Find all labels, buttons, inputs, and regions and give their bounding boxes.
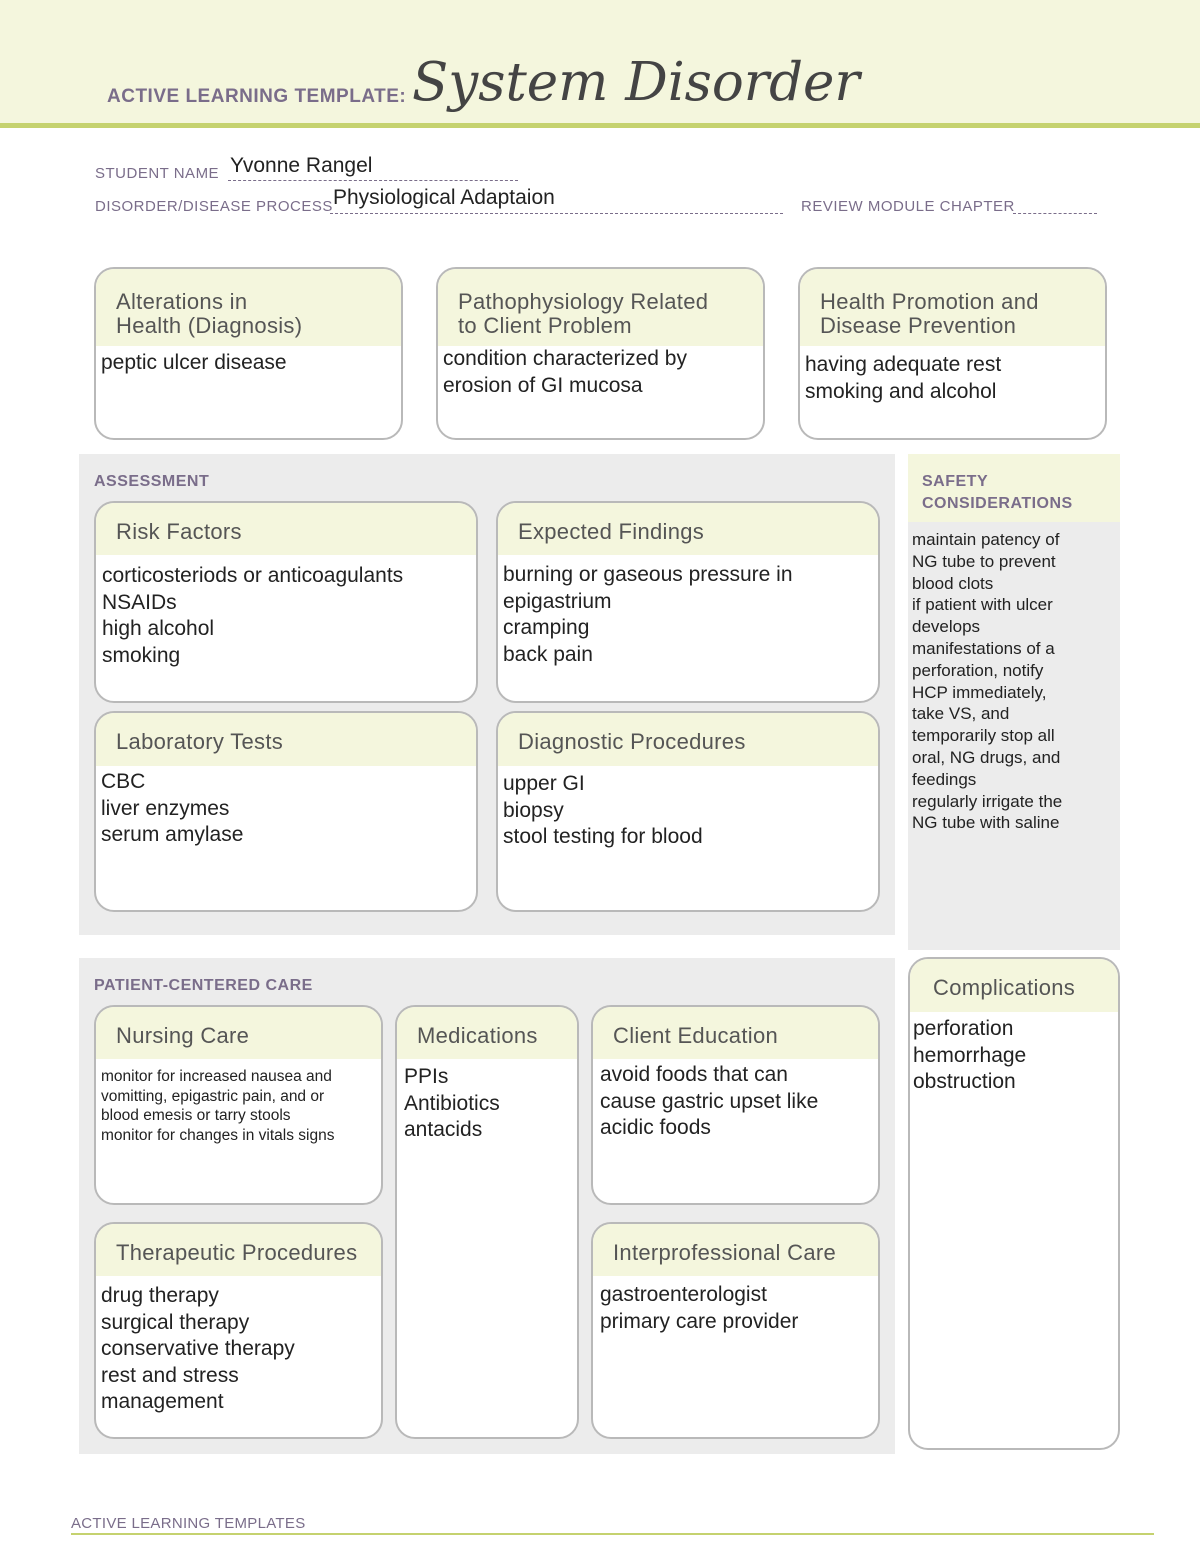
pathophysiology-body[interactable]: condition characterized by erosion of GI mucosa bbox=[443, 347, 687, 397]
alterations-body[interactable]: peptic ulcer disease bbox=[101, 351, 287, 374]
diagnostic-procedures-body[interactable]: upper GI biopsy stool testing for blood bbox=[503, 772, 703, 848]
pathophysiology-box bbox=[436, 267, 765, 440]
footer-rule bbox=[71, 1533, 1154, 1535]
student-name-field[interactable]: Yvonne Rangel bbox=[230, 154, 373, 177]
health-promotion-box bbox=[798, 267, 1107, 440]
safety-body[interactable]: maintain patency of NG tube to prevent blood clots if patient with ulcer develops manifestations of a perforation, notify HCP immediately, take VS, and temporarily stop all oral, NG drugs, and feedings regularly irrigate the NG tube with saline bbox=[912, 530, 1063, 833]
complications-title: Complications bbox=[910, 959, 1118, 1012]
disorder-underline bbox=[330, 213, 783, 214]
therapeutic-procedures-body[interactable]: drug therapy surgical therapy conservative therapy rest and stress management bbox=[101, 1284, 295, 1413]
laboratory-tests-title: Laboratory Tests bbox=[96, 713, 476, 766]
disorder-label: DISORDER/DISEASE PROCESS bbox=[95, 198, 333, 215]
template-title: System Disorder bbox=[412, 52, 860, 113]
expected-findings-title: Expected Findings bbox=[498, 503, 878, 555]
client-education-box bbox=[591, 1005, 880, 1205]
health-promotion-body[interactable]: having adequate rest smoking and alcohol bbox=[805, 353, 1002, 403]
diagnostic-procedures-title: Diagnostic Procedures bbox=[498, 713, 878, 766]
interprofessional-care-body[interactable]: gastroenterologist primary care provider bbox=[600, 1283, 799, 1333]
safety-title: SAFETY CONSIDERATIONS bbox=[922, 473, 1073, 512]
interprofessional-care-box bbox=[591, 1222, 880, 1439]
laboratory-tests-box bbox=[94, 711, 478, 912]
nursing-care-title: Nursing Care bbox=[96, 1007, 381, 1059]
nursing-care-body[interactable]: monitor for increased nausea and vomitting, epigastric pain, and or blood emesis or tarry stools monitor for changes in vitals signs bbox=[101, 1068, 335, 1144]
risk-factors-box bbox=[94, 501, 478, 703]
nursing-care-box bbox=[94, 1005, 383, 1205]
disorder-field[interactable]: Physiological Adaptaion bbox=[333, 186, 555, 209]
header-rule bbox=[0, 123, 1200, 128]
patient-care-title: PATIENT-CENTERED CARE bbox=[94, 977, 313, 994]
alterations-title: Alterations in Health (Diagnosis) bbox=[96, 269, 401, 346]
risk-factors-title: Risk Factors bbox=[96, 503, 476, 555]
medications-body[interactable]: PPIs Antibiotics antacids bbox=[404, 1065, 500, 1141]
expected-findings-box bbox=[496, 501, 880, 703]
client-education-body[interactable]: avoid foods that can cause gastric upset like acidic foods bbox=[600, 1063, 819, 1139]
health-promotion-title: Health Promotion and Disease Prevention bbox=[800, 269, 1105, 346]
template-label: ACTIVE LEARNING TEMPLATE: bbox=[107, 86, 407, 107]
medications-title: Medications bbox=[397, 1007, 577, 1059]
interprofessional-care-title: Interprofessional Care bbox=[593, 1224, 878, 1276]
expected-findings-body[interactable]: burning or gaseous pressure in epigastrium cramping back pain bbox=[503, 563, 793, 666]
risk-factors-body[interactable]: corticosteriods or anticoagulants NSAIDs high alcohol smoking bbox=[102, 564, 404, 667]
therapeutic-procedures-box bbox=[94, 1222, 383, 1439]
alterations-box bbox=[94, 267, 403, 440]
student-name-label: STUDENT NAME bbox=[95, 165, 220, 182]
footer-label: ACTIVE LEARNING TEMPLATES bbox=[71, 1515, 306, 1532]
complications-body[interactable]: perforation hemorrhage obstruction bbox=[913, 1017, 1027, 1093]
medications-box bbox=[395, 1005, 579, 1439]
client-education-title: Client Education bbox=[593, 1007, 878, 1059]
assessment-title: ASSESSMENT bbox=[94, 473, 210, 490]
laboratory-tests-body[interactable]: CBC liver enzymes serum amylase bbox=[101, 770, 244, 846]
student-name-underline bbox=[228, 180, 518, 181]
pathophysiology-title: Pathophysiology Related to Client Problem bbox=[438, 269, 763, 346]
therapeutic-procedures-title: Therapeutic Procedures bbox=[96, 1224, 381, 1276]
diagnostic-procedures-box bbox=[496, 711, 880, 912]
complications-box bbox=[908, 957, 1120, 1450]
review-module-label: REVIEW MODULE CHAPTER bbox=[801, 198, 1015, 215]
review-module-field[interactable] bbox=[1013, 213, 1097, 214]
